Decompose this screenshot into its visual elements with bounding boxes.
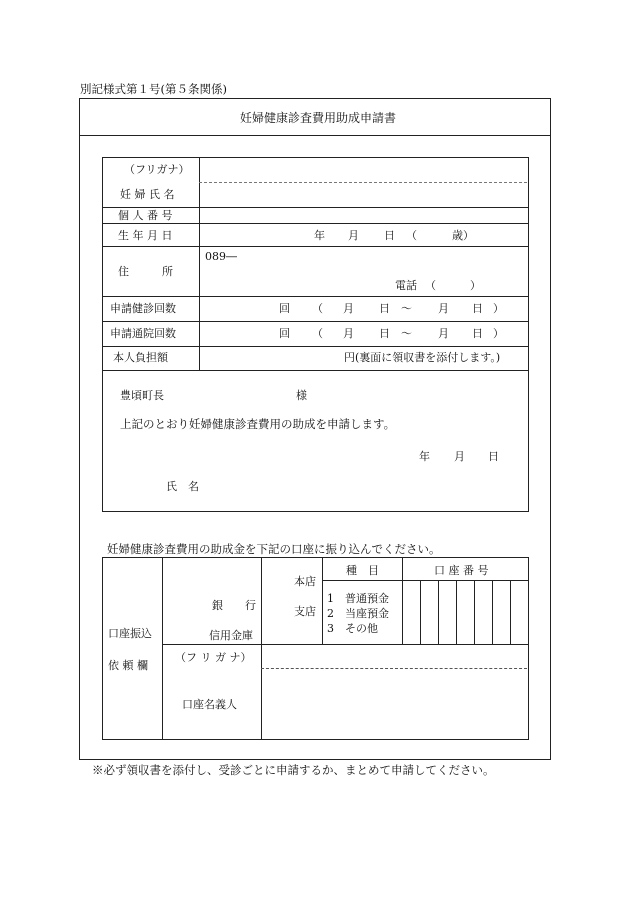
visit-close-paren: ） [493, 327, 504, 340]
signer-label: 氏 名 [166, 480, 199, 493]
declaration-year: 年 [419, 450, 430, 463]
account-type-option[interactable]: 1 普通預金 [327, 592, 389, 605]
address-field[interactable] [230, 249, 520, 271]
visit-tilde: ～ [401, 327, 412, 340]
bank-suffix: 銀 行 [212, 599, 256, 612]
visit-open-paren: （ [312, 327, 323, 340]
signer-name-field[interactable] [215, 476, 515, 498]
burden-amount-field[interactable] [200, 347, 340, 369]
row-divider [102, 370, 528, 371]
account-number-header: 口 座 番 号 [434, 564, 489, 577]
visit-count-unit: 回 [279, 327, 290, 340]
addressee-honorific: 様 [296, 389, 307, 402]
dob-month-unit: 月 [348, 229, 359, 242]
address-label: 住 所 [118, 265, 173, 278]
id-number-label: 個 人 番 号 [118, 209, 173, 222]
title-divider [79, 135, 551, 136]
bank-furigana-dash-line [261, 668, 527, 669]
checkup-open-paren: （ [312, 302, 323, 315]
visit-day-end: 日 [472, 327, 483, 340]
declaration-day: 日 [488, 450, 499, 463]
furigana-field[interactable] [200, 158, 526, 181]
dob-label: 生 年 月 日 [118, 229, 173, 242]
visit-count-label: 申請通院回数 [110, 327, 176, 340]
checkup-count-unit: 回 [279, 302, 290, 315]
bank-col-divider [322, 557, 323, 645]
postal-prefix: 089― [205, 250, 237, 263]
row-divider [102, 246, 528, 247]
visit-month-end: 月 [438, 327, 449, 340]
declaration-statement: 上記のとおり妊婦健康診査費用の助成を申請します。 [120, 417, 396, 431]
burden-label: 本人負担額 [113, 351, 168, 364]
credit-union-suffix: 信用金庫 [209, 629, 253, 642]
name-field[interactable] [200, 183, 526, 206]
account-type-option[interactable]: 2 当座預金 [327, 607, 389, 620]
bank-section-label-1: 口座振込 [108, 627, 152, 640]
phone-label: 電話 [395, 279, 417, 292]
account-number-field[interactable] [403, 581, 527, 644]
checkup-tilde: ～ [401, 302, 412, 315]
checkup-close-paren: ） [493, 302, 504, 315]
form-reference: 別記様式第１号(第５条関係) [80, 82, 227, 96]
visit-day: 日 [379, 327, 390, 340]
bank-name-field[interactable] [163, 558, 260, 643]
declaration-month: 月 [454, 450, 465, 463]
account-holder-label: 口座名義人 [182, 698, 237, 711]
phone-close-paren: ） [470, 279, 481, 292]
furigana-label: （フリガナ） [124, 163, 190, 176]
row-divider [102, 321, 528, 322]
id-number-field[interactable] [200, 208, 526, 222]
checkup-day: 日 [379, 302, 390, 315]
age-open-paren: （ [406, 229, 417, 242]
addressee: 豊頃町長 [120, 389, 164, 402]
account-type-option[interactable]: 3 その他 [327, 622, 378, 635]
checkup-month: 月 [343, 302, 354, 315]
branch-label: 支店 [294, 605, 316, 618]
dob-year-unit: 年 [314, 229, 325, 242]
account-furigana-field[interactable] [262, 646, 527, 667]
row-divider [102, 223, 528, 224]
footnote: ※必ず領収書を添付し、受診ごとに申請するか、まとめて申請してください。 [92, 763, 495, 777]
visit-month: 月 [343, 327, 354, 340]
account-furigana-label: （フ リ ガ ナ） [175, 651, 252, 664]
bank-section-label-2: 依 頼 欄 [108, 659, 148, 672]
name-label: 妊 婦 氏 名 [120, 188, 175, 201]
account-holder-field[interactable] [262, 670, 527, 736]
burden-note: 円(裏面に領収書を添付します。) [344, 351, 501, 364]
checkup-count-label: 申請健診回数 [110, 302, 176, 315]
row-divider [102, 296, 528, 297]
dob-field[interactable] [200, 224, 310, 245]
head-office-label: 本店 [294, 575, 316, 588]
dob-day-unit: 日 [384, 229, 395, 242]
form-title: 妊婦健康診査費用助成申請書 [240, 111, 397, 125]
account-type-header: 種 目 [346, 564, 379, 577]
age-unit: 歳） [452, 229, 474, 242]
bank-intro: 妊婦健康診査費用の助成金を下記の口座に振り込んでください。 [107, 542, 441, 556]
branch-name-field[interactable] [262, 558, 292, 643]
phone-open-paren: （ [425, 279, 436, 292]
checkup-month-end: 月 [438, 302, 449, 315]
checkup-day-end: 日 [472, 302, 483, 315]
